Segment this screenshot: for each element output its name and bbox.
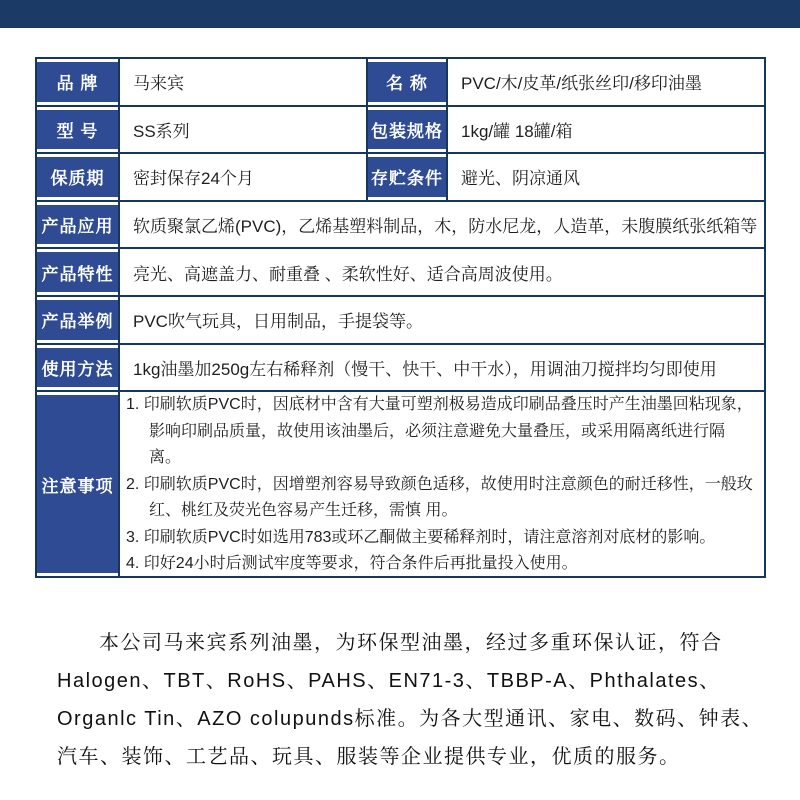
table-row-notes (37, 392, 764, 576)
examples-label: 产品举例 (37, 297, 120, 343)
features-value: 亮光、高遮盖力、耐重叠 、柔软性好、适合高周波使用。 (133, 264, 563, 284)
brand-label: 品 牌 (37, 59, 120, 105)
application-label: 产品应用 (37, 202, 120, 248)
note-item-2: 2. 印刷软质PVC时，因增塑剂容易导致颜色适移，故使用时注意颜色的耐迁移性，一般玫红、桃红及荧光色容易产生迁移，需慎 用。 (126, 475, 753, 520)
packaging-label: 包装规格 (366, 107, 448, 153)
table-row-brand-name (37, 59, 764, 107)
name-value: PVC/木/皮革/纸张丝印/移印油墨 (461, 74, 702, 94)
table-row-model-packaging (37, 107, 764, 155)
note-item-4: 4. 印好24小时后测试牢度等要求，符合条件后再批量投入使用。 (126, 555, 578, 573)
spec-table (35, 57, 766, 578)
name-label: 名 称 (366, 59, 448, 105)
intro-line-4: 汽车、装饰、工艺品、玩具、服装等企业提供专业，优质的服务。 (57, 746, 681, 768)
note-item-1: 1. 印刷软质PVC时，因底材中含有大量可塑剂极易造成印刷品叠压时产生油墨回粘现象，影响印刷品质量，故使用该油墨后，必须注意避免大量叠压，或采用隔离纸进行隔离。 (126, 396, 753, 467)
table-row-examples (37, 297, 764, 345)
examples-value: PVC吹气玩具，日用制品，手提袋等。 (133, 312, 423, 332)
usage-label: 使用方法 (37, 345, 120, 391)
note-item-3: 3. 印刷软质PVC时如选用783或环乙酮做主要稀释剂时，请注意溶剂对底材的影响。 (126, 528, 716, 546)
storage-label: 存贮条件 (366, 154, 448, 200)
company-intro-paragraph (57, 624, 764, 776)
table-row-shelflife-storage (37, 154, 764, 202)
intro-line-1: 本公司马来宾系列油墨，为环保型油墨，经过多重环保认证，符合 (99, 632, 723, 654)
usage-value: 1kg油墨加250g左右稀释剂（慢干、快干、中干水），用调油刀搅拌均匀即使用 (133, 359, 717, 379)
table-row-features (37, 249, 764, 297)
intro-line-3: Organlc Tin、AZO colupunds标准。为各大型通讯、家电、数码、钟表、 (57, 708, 764, 730)
notes-list (120, 392, 764, 576)
application-value: 软质聚氯乙烯(PVC)，乙烯基塑料制品，木，防水尼龙，人造革，未腹膜纸张纸箱等 (133, 217, 758, 237)
intro-line-2: Halogen、TBT、RoHS、PAHS、EN71-3、TBBP-A、Phthalates、 (57, 670, 721, 692)
shelflife-value: 密封保存24个月 (133, 169, 254, 189)
storage-value: 避光、阴凉通风 (461, 169, 580, 189)
packaging-value: 1kg/罐 18罐/箱 (461, 121, 573, 141)
notes-label: 注意事项 (37, 392, 120, 576)
table-row-usage (37, 345, 764, 393)
shelflife-label: 保质期 (37, 154, 120, 200)
model-value: SS系列 (133, 121, 190, 141)
brand-value: 马来宾 (133, 74, 184, 94)
top-banner (0, 0, 800, 28)
features-label: 产品特性 (37, 249, 120, 295)
table-row-application (37, 202, 764, 250)
model-label: 型 号 (37, 107, 120, 153)
